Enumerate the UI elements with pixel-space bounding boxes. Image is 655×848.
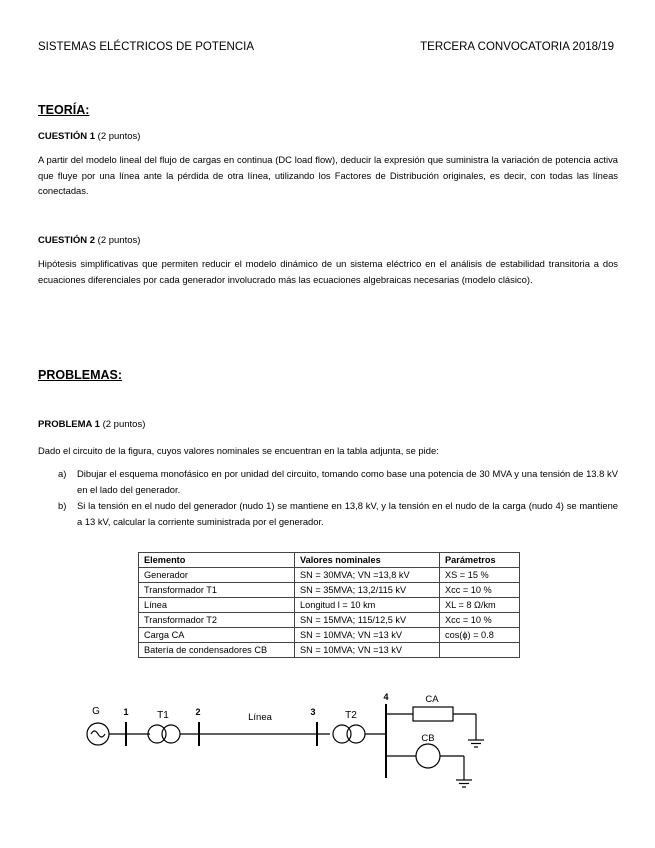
cell-elemento: Carga CA [139,628,295,643]
cell-elemento: Generador [139,568,295,583]
q2-label: CUESTIÓN 2 [38,235,96,246]
p1-list [58,466,618,530]
list-marker: a) [58,468,67,479]
circuit-diagram [0,680,655,790]
col-header-parametros: Parámetros [440,553,520,568]
ca-label: CA [425,694,439,705]
capacitor-bank-symbol [416,744,440,768]
table-row [139,598,520,613]
p1-label: PROBLEMA 1 [38,419,100,430]
cell-elemento: Batería de condensadores CB [139,643,295,658]
q1-text: A partir del modelo lineal del flujo de cargas en continua (DC load flow), deducir la expresión que suministra la variación de potencia activa que fluye por una línea ante la pérdida de otra línea, utilizando los Factores de Distribución originales, es decir, con todas las líneas conectadas. [38,154,618,196]
cb-label: CB [421,733,435,744]
cell-parametros: XL = 8 Ω/km [440,598,520,613]
parameters-table [138,552,520,658]
table-row [139,643,520,658]
t2-label: T2 [345,710,357,721]
list-text: Si la tensión en el nudo del generador (nudo 1) se mantiene en 13,8 kV, y la tensión en el nudo de la carga (nudo 4) se mantiene a 13 kV, calcular la corriente suministrada por el generador. [77,500,618,527]
node-1-label: 1 [123,707,129,717]
q2-heading [38,235,140,246]
col-header-elemento: Elemento [139,553,295,568]
cell-parametros: cos(ϕ) = 0.8 [440,628,520,643]
cell-elemento: Transformador T2 [139,613,295,628]
table-row [139,628,520,643]
q1-points: (2 puntos) [97,131,141,142]
p1-intro: Dado el circuito de la figura, cuyos valores nominales se encuentran en la tabla adjunta, se pide: [38,445,439,456]
cell-valores: Longitud l = 10 km [295,598,440,613]
list-item [58,498,618,529]
cell-elemento: Transformador T1 [139,583,295,598]
q2-points: (2 puntos) [97,235,141,246]
cell-elemento: Línea [139,598,295,613]
q1-heading [38,131,140,142]
table-header-row [139,553,520,568]
load-ca-box [413,707,453,721]
problemas-title: PROBLEMAS: [38,368,123,382]
list-marker: b) [58,500,67,511]
cell-valores: SN = 30MVA; VN =13,8 kV [295,568,440,583]
transformer-t2-symbol [333,725,365,743]
list-item [58,466,618,497]
cell-valores: SN = 15MVA; 115/12,5 kV [295,613,440,628]
cell-parametros: XS = 15 % [440,568,520,583]
cell-valores: SN = 35MVA; 13,2/115 kV [295,583,440,598]
list-text: Dibujar el esquema monofásico en por unidad del circuito, tomando como base una potencia de 30 MVA y una tensión de 13.8 kV en el lado del generador. [77,468,618,495]
generator-symbol [87,723,109,745]
node-4-label: 4 [383,692,389,702]
q2-text: Hipótesis simplificativas que permiten reducir el modelo dinámico de un sistema eléctrico en el análisis de estabilidad transitoria a dos ecuaciones diferenciales por cada generador involucrado más las ecuaciones algebraicas necesarias (modelo clásico). [38,258,618,285]
node-3-label: 3 [310,707,316,717]
cell-parametros: Xcc = 10 % [440,613,520,628]
header-left: SISTEMAS ELÉCTRICOS DE POTENCIA [38,41,254,53]
table-row [139,568,520,583]
ground-icon [453,714,484,747]
cell-valores: SN = 10MVA; VN =13 kV [295,628,440,643]
line-label: Línea [248,712,272,723]
table-row [139,613,520,628]
header-right: TERCERA CONVOCATORIA 2018/19 [420,41,614,53]
transformer-t1-symbol [148,725,180,743]
cell-parametros [440,643,520,658]
cell-valores: SN = 10MVA; VN =13 kV [295,643,440,658]
t1-label: T1 [157,710,169,721]
q1-label: CUESTIÓN 1 [38,131,96,142]
node-2-label: 2 [195,707,201,717]
p1-points: (2 puntos) [102,419,146,430]
generator-label: G [92,706,100,717]
p1-heading [38,419,145,430]
col-header-valores: Valores nominales [295,553,440,568]
teoria-title: TEORÍA: [38,103,90,117]
table-row [139,583,520,598]
cell-parametros: Xcc = 10 % [440,583,520,598]
ground-icon [440,756,472,787]
